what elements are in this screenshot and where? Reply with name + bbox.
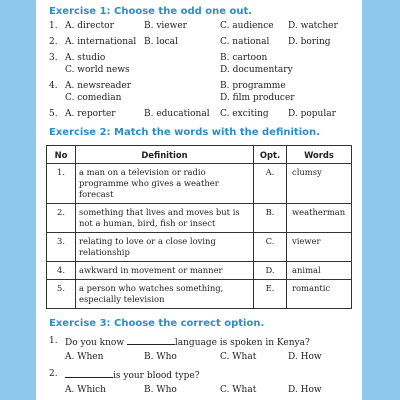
row-word: romantic [287, 280, 352, 309]
row-number: 1. [47, 164, 76, 204]
answer-blank[interactable] [127, 336, 175, 345]
table-row [47, 280, 352, 309]
ex3-q1-option-b: B. Who [144, 352, 177, 362]
ex1-q5-option-a: A. reporter [65, 109, 116, 119]
ex1-q3-option-c: C. world news [65, 65, 130, 75]
ex3-q2-stem-end: is your blood type? [113, 371, 200, 381]
table-row [47, 204, 352, 233]
row-definition: something that lives and moves but is not a human, bird, fish or insect [76, 204, 254, 233]
ex1-q4-option-c: C. comedian [65, 93, 122, 103]
ex1-q3-number: 3. [49, 53, 58, 63]
answer-blank[interactable] [65, 369, 113, 378]
ex1-q1-option-d: D. watcher [288, 21, 338, 31]
ex3-q2-option-b: B. Who [144, 385, 177, 395]
ex3-q1-stem [65, 336, 310, 349]
row-option: A. [254, 164, 287, 204]
row-number: 5. [47, 280, 76, 309]
row-definition: awkward in movement or manner [76, 262, 254, 280]
ex1-q2-option-c: C. national [220, 37, 270, 47]
ex1-q2-option-d: D. boring [288, 37, 331, 47]
ex3-q1-option-d: D. How [288, 352, 322, 362]
ex1-q4-option-a: A. newsreader [65, 81, 132, 91]
ex3-q1-option-c: C. What [220, 352, 257, 362]
table-row [47, 233, 352, 262]
ex1-q5-number: 5. [49, 109, 58, 119]
ex3-q2-option-c: C. What [220, 385, 257, 395]
ex3-q2-option-d: D. How [288, 385, 322, 395]
row-definition: a person who watches something, especially television [76, 280, 254, 309]
worksheet-page [36, 0, 362, 400]
table-header-row [47, 146, 352, 164]
exercise-2-title: Exercise 2: Match the words with the definition. [49, 127, 320, 138]
row-number: 3. [47, 233, 76, 262]
ex1-q2-option-a: A. international [65, 37, 137, 47]
ex1-q1-option-a: A. director [65, 21, 114, 31]
ex1-q4-option-b: B. programme [220, 81, 286, 91]
matching-table [46, 145, 352, 309]
ex1-q3-option-b: B. cartoon [220, 53, 268, 63]
row-option: B. [254, 204, 287, 233]
ex1-q5-option-d: D. popular [288, 109, 336, 119]
row-option: D. [254, 262, 287, 280]
row-definition: a man on a television or radio programme who gives a weather forecast [76, 164, 254, 204]
header-words: Words [287, 146, 352, 164]
ex1-q5-option-c: C. exciting [220, 109, 269, 119]
ex1-q2-number: 2. [49, 37, 58, 47]
table-row [47, 164, 352, 204]
ex1-q3-option-d: D. documentary [220, 65, 293, 75]
header-definition: Definition [76, 146, 254, 164]
row-number: 4. [47, 262, 76, 280]
ex3-q1-stem-end: language is spoken in Kenya? [174, 338, 310, 348]
ex3-q1-option-a: A. When [65, 352, 104, 362]
row-option: C. [254, 233, 287, 262]
ex1-q4-option-d: D. film producer [220, 93, 295, 103]
ex1-q1-option-b: B. viewer [144, 21, 187, 31]
ex3-q1-stem-start: Do you know [65, 338, 127, 348]
row-number: 2. [47, 204, 76, 233]
ex3-q1-number: 1. [49, 336, 58, 346]
ex1-q3-option-a: A. studio [65, 53, 106, 63]
exercise-1-title: Exercise 1: Choose the odd one out. [49, 6, 253, 17]
ex3-q2-option-a: A. Which [65, 385, 106, 395]
ex1-q1-number: 1. [49, 21, 58, 31]
ex3-q2-stem [65, 369, 200, 382]
row-word: weatherman [287, 204, 352, 233]
table-row [47, 262, 352, 280]
row-word: animal [287, 262, 352, 280]
ex1-q5-option-b: B. educational [144, 109, 210, 119]
exercise-3-title: Exercise 3: Choose the correct option. [49, 318, 265, 329]
ex1-q4-number: 4. [49, 81, 58, 91]
ex1-q1-option-c: C. audience [220, 21, 274, 31]
row-definition: relating to love or a close loving relationship [76, 233, 254, 262]
row-option: E. [254, 280, 287, 309]
ex1-q2-option-b: B. local [144, 37, 178, 47]
ex3-q2-number: 2. [49, 369, 58, 379]
header-opt: Opt. [254, 146, 287, 164]
row-word: clumsy [287, 164, 352, 204]
row-word: viewer [287, 233, 352, 262]
header-no: No [47, 146, 76, 164]
